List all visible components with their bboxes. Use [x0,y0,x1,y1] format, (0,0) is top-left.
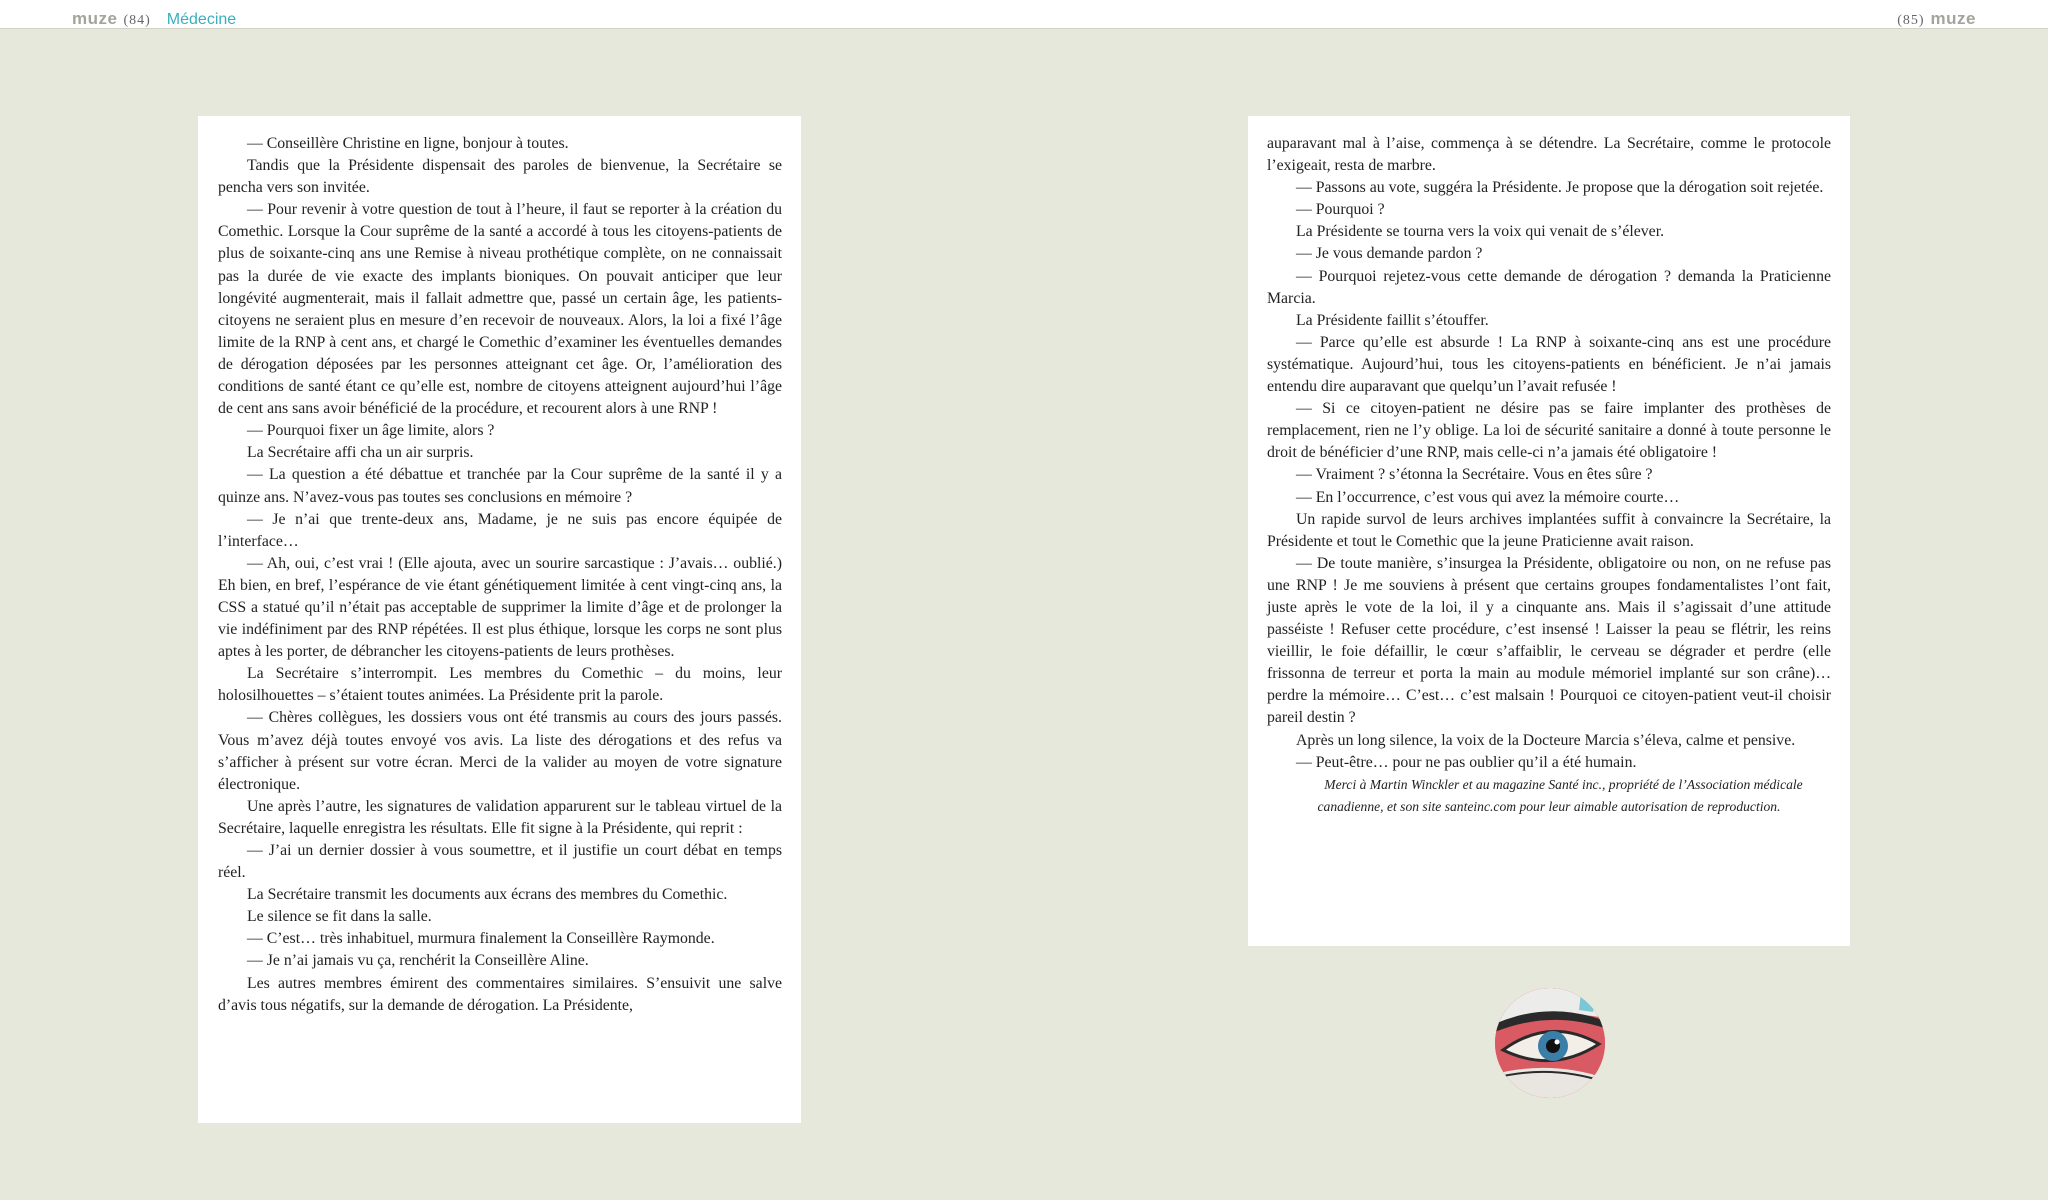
paragraph: — Chères collègues, les dossiers vous ont été transmis au cours des jours passés. Vous m’avez déjà toutes envoyé vos avis. La liste des dérogations et des refus va s’afficher à présent sur votre écran. Merci de la valider au moyen de votre signature électronique. [218,709,782,793]
eye-illustration-svg [1495,988,1605,1098]
paragraph: La Présidente se tourna vers la voix qui venait de s’élever. [1296,223,1665,241]
continued-paragraph: auparavant mal à l’aise, commença à se détendre. La Secrétaire, comme le protocole l’exigeait, resta de marbre. [1267,135,1831,175]
paragraph: — Peut-être… pour ne pas oublier qu’il a été humain. [1296,753,1637,771]
eye-illustration-icon [1495,988,1605,1098]
right-page-header [1897,9,1976,29]
paragraph: — Conseillère Christine en ligne, bonjour à toutes. [247,135,569,152]
paragraph: La Secrétaire s’interrompit. Les membres du Comethic – du moins, leur holosilhouettes – s’étaient toutes animées. La Présidente prit la parole. [218,665,782,705]
paragraph: Après un long silence, la voix de la Docteure Marcia s’éleva, calme et pensive. [1296,731,1796,749]
paragraph: Tandis que la Présidente dispensait des paroles de bienvenue, la Secrétaire se pencha vers son invitée. [218,157,782,197]
paragraph: — Je n’ai que trente-deux ans, Madame, je ne suis pas encore équipée de l’interface… [218,510,782,550]
paragraph: — Parce qu’elle est absurde ! La RNP à soixante-cinq ans est une procédure systématique. Aujourd’hui, tous les citoyens-patients en bénéficient. Je n’ai jamais entendu dire auparavant que quelqu’un l’avait refusée ! [1267,333,1831,396]
paragraph: La Présidente faillit s’étouffer. [1296,311,1489,329]
paragraph: — La question a été débattue et tranchée par la Cour suprême de la santé il y a quinze ans. N’avez-vous pas toutes ses conclusions en mémoire ? [218,466,782,506]
paragraph: — J’ai un dernier dossier à vous soumettre, et il justifie un court débat en temps réel. [218,842,782,882]
paragraph: — Je vous demande pardon ? [1296,245,1483,263]
reproduction-credit: Merci à Martin Winckler et au magazine Santé inc., propriété de l’Association médicale canadienne, et son site santeinc.com pour leur aimable autorisation de reproduction. [1317,776,1803,814]
left-page-header [72,9,236,29]
right-text-column [1248,116,1850,946]
brand-logo-left: muze [72,9,118,28]
page-header-bar [0,0,2048,29]
paragraph: Le silence se fit dans la salle. [247,908,432,926]
paragraph: — Ah, oui, c’est vrai ! (Elle ajouta, avec un sourire sarcastique : J’avais… oublié.) Eh bien, en bref, l’espérance de vie étant génétiquement limitée à cent vingt-cinq ans, la CSS a statué qu’il n’était pas acceptable de supprimer la limite d’âge et de prolonger la vie indéfiniment par des RNP répétées. Il est plus éthique, lorsque les corps ne sont plus aptes à les porter, de débrancher les citoyens-patients de leurs prothèses. [218,554,782,661]
paragraph: — Pourquoi fixer un âge limite, alors ? [247,422,495,440]
left-text-column [198,116,801,1123]
paragraph: La Secrétaire affi cha un air surpris. [247,444,474,462]
paragraph: — Pourquoi rejetez-vous cette demande de dérogation ? demanda la Praticienne Marcia. [1267,267,1831,307]
paragraph: — Pourquoi ? [1296,201,1385,219]
paragraph: — Pour revenir à votre question de tout à l’heure, il faut se reporter à la création du Comethic. Lorsque la Cour suprême de la santé a accordé à tous les citoyens-patients de plus de soixante-cinq ans une Remise à niveau prothétique complète, on ne connaissait pas la durée de vie exacte des implants bioniques. On pouvait anticiper que leur longévité augmenterait, mais il fallait admettre que, passé un certain âge, les patients-citoyens ne seraient plus en mesure d’en recevoir de nouveaux. Alors, la loi a fixé l’âge limite de la RNP à cent ans, et chargé le Comethic d’examiner les éventuelles demandes de dérogation déposées par les personnes atteignant cet âge. Or, l’amélioration des conditions de santé étant ce qu’elle est, nombre de citoyens atteignent aujourd’hui l’âge de cent ans sans avoir bénéficié de la procédure, et recourent alors à une RNP ! [218,201,782,418]
page-number-right: (85) [1897,13,1925,28]
paragraph: La Secrétaire transmit les documents aux écrans des membres du Comethic. [247,886,728,904]
paragraph: — Si ce citoyen-patient ne désire pas se faire implanter des prothèses de remplacement, rien ne l’y oblige. La loi de sécurité sanitaire a donné à toute personne le droit de bénéficier d’une RNP, mais celle-ci n’a jamais été obligatoire ! [1267,400,1831,462]
paragraph: Une après l’autre, les signatures de validation apparurent sur le tableau virtuel de la Secrétaire, laquelle enregistra les résultats. Elle fit signe à la Présidente, qui reprit : [218,797,782,837]
section-title: Médecine [166,11,237,28]
paragraph: — Vraiment ? s’étonna la Secrétaire. Vous en êtes sûre ? [1296,466,1653,484]
page-number-left: (84) [123,13,151,28]
paragraph: — C’est… très inhabituel, murmura finalement la Conseillère Raymonde. [247,930,715,948]
brand-logo-right: muze [1930,9,1976,28]
paragraph: — Je n’ai jamais vu ça, renchérit la Conseillère Aline. [247,952,589,970]
paragraph: Un rapide survol de leurs archives implantées suffit à convaincre la Secrétaire, la Présidente et tout le Comethic que la jeune Praticienne avait raison. [1267,510,1831,550]
paragraph: — Passons au vote, suggéra la Présidente. Je propose que la dérogation soit rejetée. [1296,179,1824,197]
paragraph: — De toute manière, s’insurgea la Présidente, obligatoire ou non, on ne refuse pas une RNP ! Je me souviens à présent que certains groupes fondamentalistes l’ont fait, juste après le vote de la loi, il y a cinquante ans. Mais il s’agissait d’une attitude passéiste ! Refuser cette procédure, c’est insensé ! Laisser la peau se flétrir, les reins vieillir, le foie défaillir, le cœur s’affaiblir, le cerveau se dégrader et perdre (elle frissonna de terreur et porta la main au module mémoriel implanté sur son crâne)… perdre la mémoire… C’est… c’est malsain ! Pourquoi ce citoyen-patient veut-il choisir pareil destin ? [1267,554,1831,727]
paragraph: Les autres membres émirent des commentaires similaires. S’ensuivit une salve d’avis tous négatifs, sur la demande de dérogation. La Présidente, [218,974,782,1014]
paragraph: — En l’occurrence, c’est vous qui avez la mémoire courte… [1296,488,1680,506]
